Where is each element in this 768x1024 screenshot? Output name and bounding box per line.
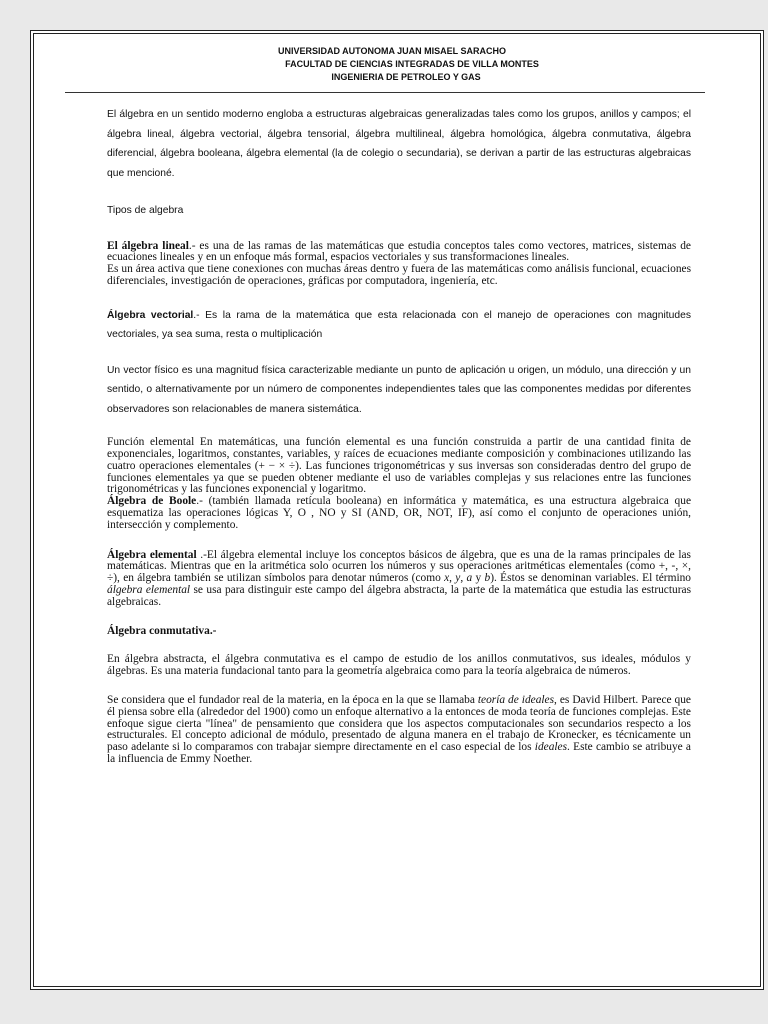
elemental-term-italic: álgebra elemental [107,583,191,596]
elemental-text-c: se usa para distinguir este campo del álgebra abstracta, la parte de la matemática que estudia las estructuras algebraicas. [107,583,692,608]
comma-1: , [449,572,456,585]
lineal-paragraph [107,241,691,265]
document-header [31,45,763,84]
boole-term: Álgebra de Boole [107,495,197,508]
p2-text-a: Se considera que el fundador real de la materia, en la época en la que se llamaba [107,693,478,706]
vector-fisico-paragraph: Un vector físico es una magnitud física caracterizable mediante un punto de aplicación u origen, un módulo, una dirección y un sentido, o alternativamente por un número de componentes independientes tales que las componentes medidas por diferentes observadores son relacionables de manera sistemática. [107,364,691,415]
p2-text-b: , es David Hilbert. Parece que él piensa sobre ella (alrededor del 1900) como un enfoque alternativo a la entonces de moda teoría de funciones complejas. Este enfoque sigue cierta "línea" de pensamiento que considera que los aspectos computacionales son secundarios respecto a los estructurales. El concepto adicional de módulo, presentado de alguna manera en el trabajo de Kronecker, es técnicamente un paso adelante si lo comparamos con trabajar siempre directamente en el caso especial de los [107,693,691,754]
elemental-term: Álgebra elemental [107,548,197,561]
elemental-text-b: ). Éstos se denominan variables. El término [490,572,691,585]
var-y: y [455,572,461,585]
lineal-text: .- es una de las ramas de las matemáticas que estudia conceptos tales como vectores, matrices, sistemas de ecuaciones lineales y en un enfoque más formal, espacios vectoriales y sus transformaciones lineales. [107,239,691,264]
header-rule [65,92,705,93]
intro-paragraph: El álgebra en un sentido moderno engloba a estructuras algebraicas generalizadas tales como los grupos, anillos y campos; el álgebra lineal, álgebra vectorial, álgebra tensorial, álgebra multilineal, álgebra homológica, álgebra conmutativa, álgebra diferencial, álgebra booleana, álgebra elemental (la de colegio o secundaria), se derivan a partir de las estructuras algebraicas que mencioné. [107,109,691,179]
career-name: INGENIERIA DE PETROLEO Y GAS [331,72,481,82]
university-name: UNIVERSIDAD AUTONOMA JUAN MISAEL SARACHO [277,46,506,56]
var-b: b [484,572,491,585]
var-x: x [444,572,450,585]
elemental-text-a: .-El álgebra elemental incluye los conceptos básicos de álgebra, que es una de la ramas principales de las matemáticas. Mientras que en la aritmética solo ocurren los números y sus operaciones aritméticas elementales (como +, -, ×, ÷), en álgebra también se utilizan símbolos para denotar números (como [107,548,691,585]
boole-paragraph [107,496,691,531]
vectorial-term: Álgebra vectorial [107,309,194,321]
var-a: a [466,572,473,585]
funcion-elemental-paragraph: Función elemental En matemáticas, una función elemental es una función construida a partir de una cantidad finita de exponenciales, logaritmos, constantes, variables, y raíces de ecuaciones mediante composición y combinaciones utilizando las cuatro operaciones elementales (+ − × ÷). Las funciones trigonométricas y sus inversas son consideradas dentro del grupo de funciones elementales ya que se pueden obtener mediante el uso de variables complejas y sus relaciones entre las funciones trigonométricas y las funciones exponencial y logaritmo. [107,436,691,496]
conmutativa-paragraph-1: En álgebra abstracta, el álgebra conmutativa es el campo de estudio de los anillos conmutativos, sus ideales, módulos y álgebras. Es una materia fundacional tanto para la geometría algebraica como para la teoría algebraica de números. [107,653,691,678]
p2-italic-ideales-theory: teoría de ideales [477,693,555,706]
conmutativa-paragraph-2 [107,695,691,766]
boole-text: .- (también llamada retícula booleana) en informática y matemática, es una estructura algebraica que esquematiza las operaciones lógicas Y, O , NO y SI (AND, OR, NOT, IF), así como el conjunto de operaciones unión, intersección y complemento. [107,495,691,531]
p2-italic-ideales: ideales [534,741,568,754]
vectorial-text: .- Es la rama de la matemática que esta relacionada con el manejo de operaciones con magnitudes vectoriales, ya sea suma, resta o multiplicación [107,309,691,341]
comma-2: , [460,572,467,585]
document-page [30,30,764,990]
p2-text-c: . Este cambio se atribuye a la influencia de Emmy Noether. [107,741,691,765]
tipos-heading: Tipos de algebra [107,205,184,216]
lineal-paragraph-2: Es un área activa que tiene conexiones con muchas áreas dentro y fuera de las matemáticas como análisis funcional, ecuaciones diferenciales, investigación de operaciones, gráficas por computadora, ingeniería, etc. [107,263,691,287]
elemental-paragraph [107,550,691,609]
and-word: y [472,572,485,585]
conmutativa-heading: Álgebra conmutativa.- [107,624,217,637]
lineal-term: El álgebra lineal [107,239,189,252]
faculty-name: FACULTAD DE CIENCIAS INTEGRADAS DE VILLA MONTES [285,59,539,69]
document-body [107,105,691,766]
vectorial-paragraph [107,306,691,345]
